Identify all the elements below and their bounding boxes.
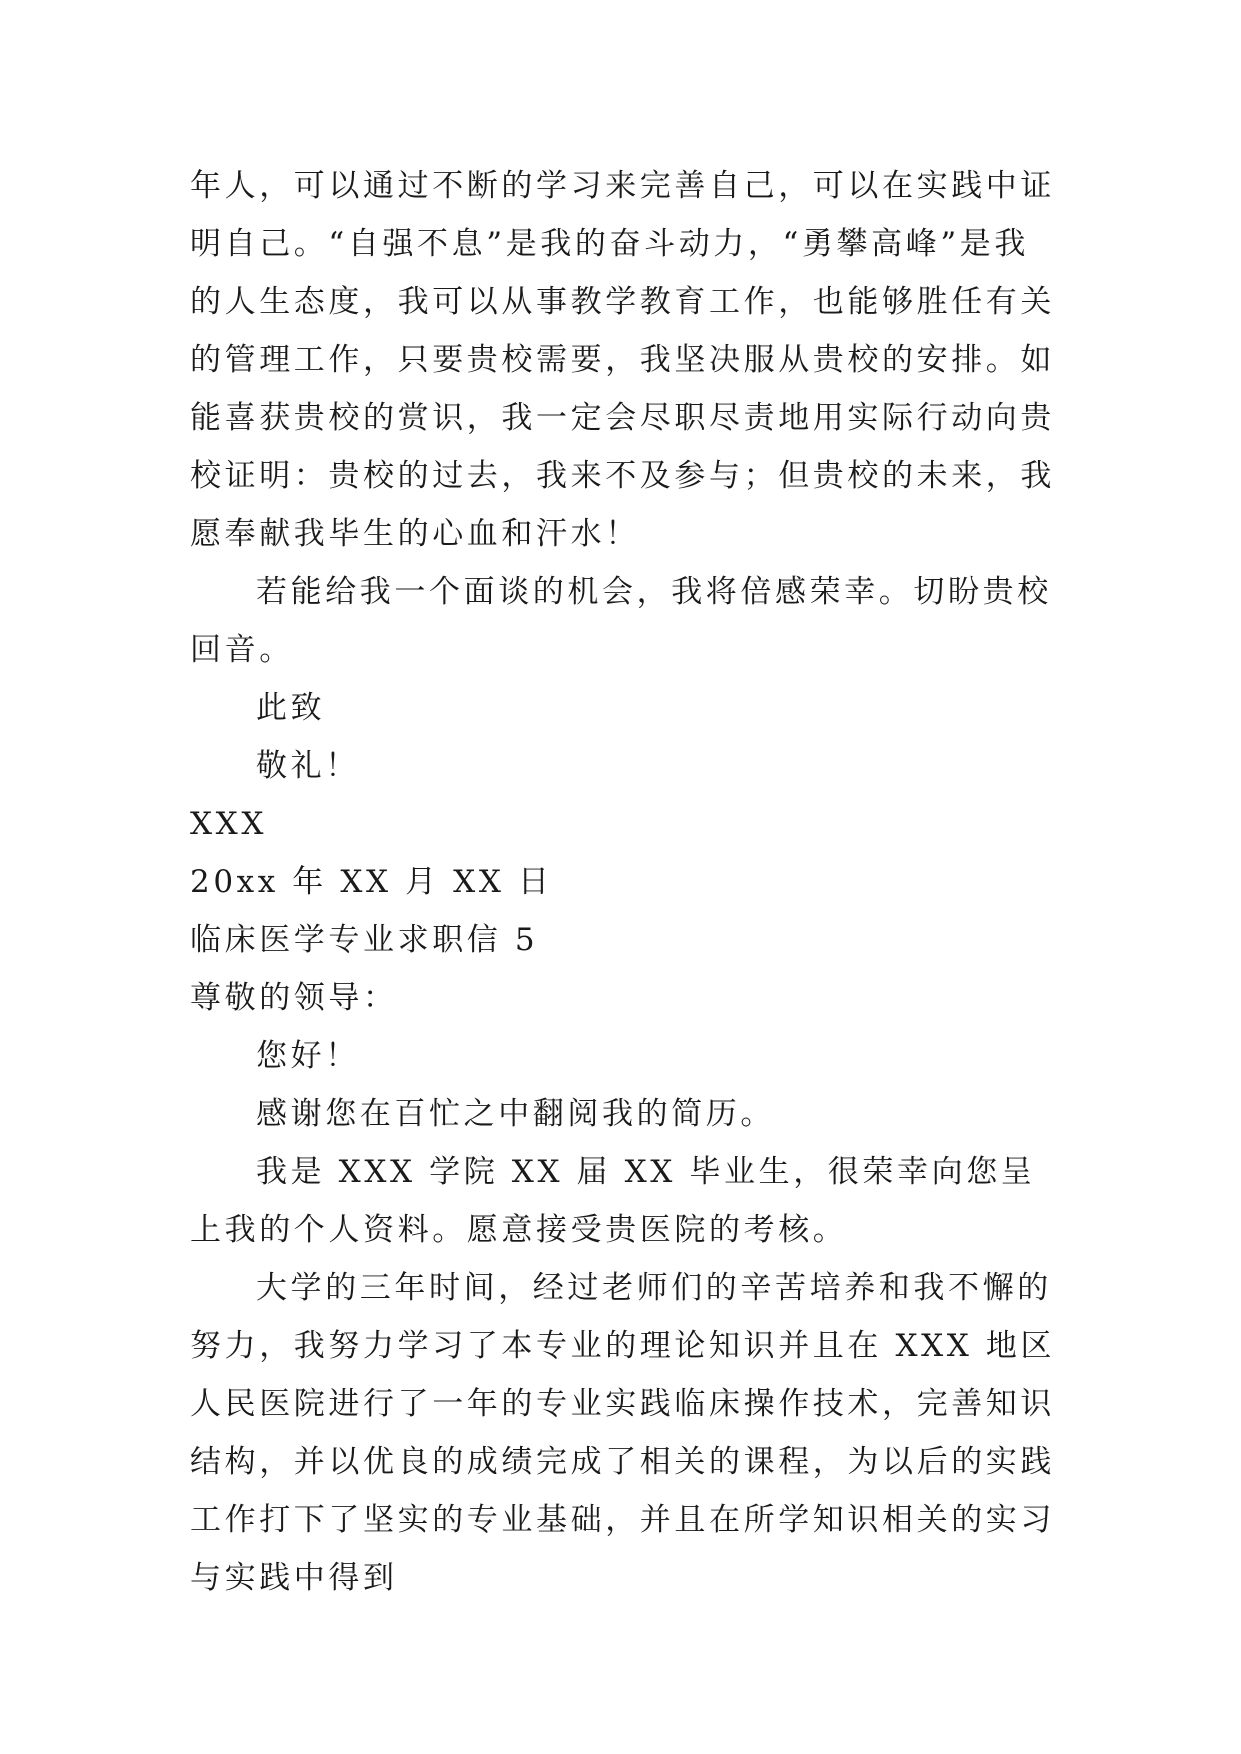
signature-date: 20xx 年 XX 月 XX 日 bbox=[190, 864, 553, 900]
paragraph-introduction: 我是 XXX 学院 XX 届 XX 毕业生，很荣幸向您呈上我的个人资料。愿意接受贵医院的考核。 bbox=[190, 1154, 1036, 1248]
paragraph-interview-request: 若能给我一个面谈的机会，我将倍感荣幸。切盼贵校回音。 bbox=[190, 574, 1052, 668]
paragraph-thanks: 感谢您在百忙之中翻阅我的简历。 bbox=[256, 1096, 775, 1132]
greeting-recipient: 尊敬的领导： bbox=[190, 980, 398, 1016]
signature-name: XXX bbox=[190, 806, 268, 842]
greeting-hello: 您好！ bbox=[256, 1038, 360, 1074]
letter-body bbox=[190, 157, 1056, 1607]
closing-salutation: 此致 bbox=[256, 690, 326, 726]
paragraph-education: 大学的三年时间，经过老师们的辛苦培养和我不懈的努力，我努力学习了本专业的理论知识并且在 XXX 地区人民医院进行了一年的专业实践临床操作技术，完善知识结构，并以优良的成绩完成了相关的课程，为以后的实践工作打下了坚实的专业基础，并且在所学知识相关的实习与实践中得到 bbox=[190, 1270, 1056, 1596]
closing-regards: 敬礼！ bbox=[256, 748, 360, 784]
paragraph-continuation: 年人，可以通过不断的学习来完善自己，可以在实践中证明自己。“自强不息”是我的奋斗动力，“勇攀高峰”是我的人生态度，我可以从事教学教育工作，也能够胜任有关的管理工作，只要贵校需要，我坚决服从贵校的安排。如能喜获贵校的赏识，我一定会尽职尽责地用实际行动向贵校证明：贵校的过去，我来不及参与；但贵校的未来，我愿奉献我毕生的心血和汗水！ bbox=[190, 168, 1055, 552]
section-title: 临床医学专业求职信 5 bbox=[190, 922, 539, 958]
